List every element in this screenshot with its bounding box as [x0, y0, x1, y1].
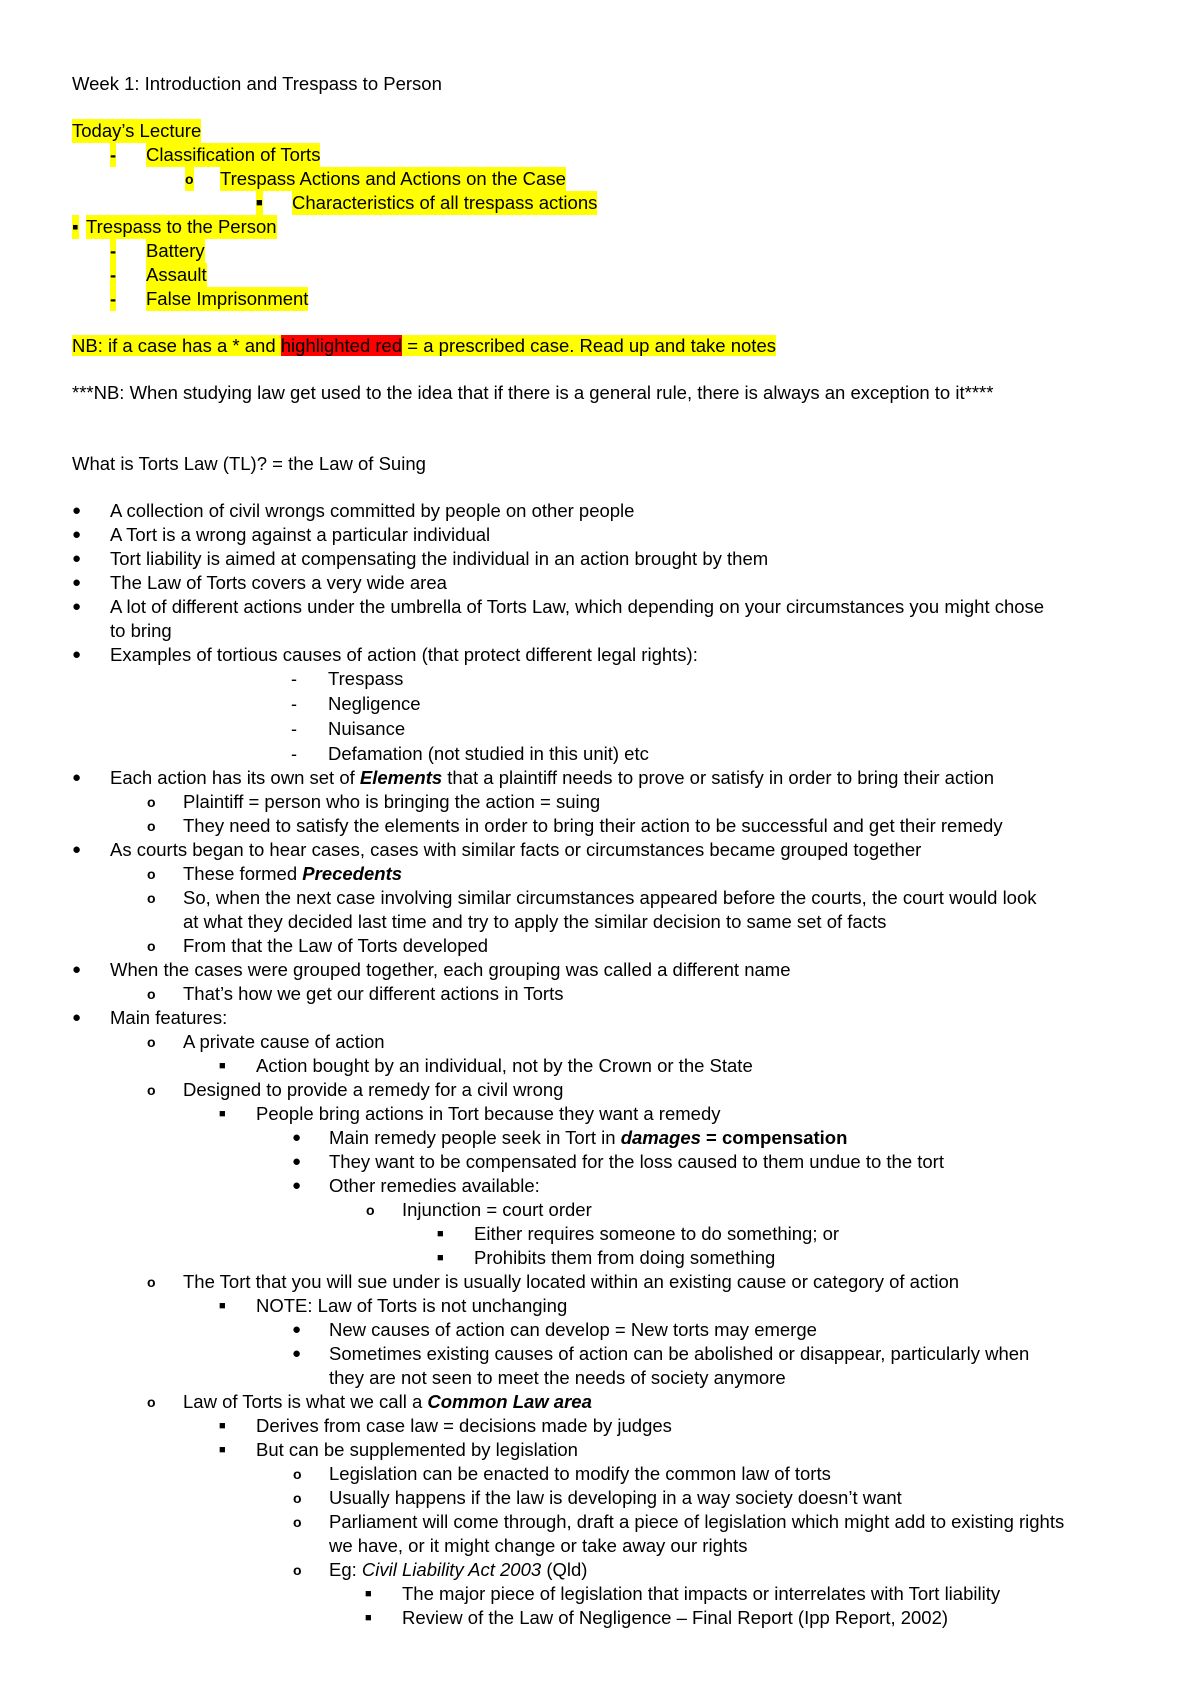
- bullet-circle: o: [147, 1394, 156, 1410]
- bullet-circle: o: [147, 794, 156, 810]
- list-item: o These formed Precedents: [147, 863, 403, 884]
- list-item: ● When the cases were grouped together, each grouping was called a different name: [72, 959, 791, 980]
- list-item: o Designed to provide a remedy for a civil wrong: [147, 1079, 564, 1100]
- list-item-continuation: they are not seen to meet the needs of society anymore: [329, 1367, 786, 1388]
- bullet-dot: ●: [72, 646, 82, 663]
- bullet-square: ■: [437, 1252, 444, 1264]
- list-item: ● A collection of civil wrongs committed by people on other people: [72, 500, 635, 521]
- bullet-dash: -: [291, 744, 297, 764]
- list-item: o That’s how we get our different actions in Torts: [147, 983, 564, 1004]
- lecture-heading: Today’s Lecture: [72, 120, 202, 141]
- bullet-circle: o: [147, 1274, 156, 1290]
- list-item: ■ Derives from case law = decisions made by judges: [219, 1415, 672, 1436]
- bullet-dot: ●: [292, 1321, 302, 1338]
- list-item: - Nuisance: [291, 718, 406, 739]
- nb-prescribed-note: NB: if a case has a * and highlighted red = a prescribed case. Read up and take notes: [72, 335, 776, 356]
- list-item: ● Each action has its own set of Elements that a plaintiff needs to prove or satisfy in order to bring their action: [72, 767, 995, 788]
- lecture-item: - Battery: [110, 240, 205, 261]
- lecture-item: - Classification of Torts: [110, 144, 321, 165]
- list-item: ● The Law of Torts covers a very wide area: [72, 572, 447, 593]
- bullet-dash: -: [291, 719, 297, 739]
- list-item: - Defamation (not studied in this unit) etc: [291, 743, 649, 764]
- list-item: o Eg: Civil Liability Act 2003 (Qld): [293, 1559, 588, 1580]
- bullet-dot: ●: [72, 769, 82, 786]
- list-item: - Trespass: [291, 668, 404, 689]
- list-item: o A private cause of action: [147, 1031, 385, 1052]
- dash-bullet: -: [110, 288, 117, 309]
- list-item: o Usually happens if the law is developing in a way society doesn’t want: [293, 1487, 902, 1508]
- bullet-dot: ●: [292, 1345, 302, 1362]
- list-item: ● Sometimes existing causes of action can be abolished or disappear, particularly when: [292, 1343, 1030, 1364]
- list-item: ■ Review of the Law of Negligence – Final Report (Ipp Report, 2002): [365, 1607, 949, 1628]
- bullet-dot: ●: [72, 598, 82, 615]
- list-item-continuation: to bring: [110, 620, 172, 641]
- small-square-bullet: ▪: [72, 216, 79, 237]
- list-item: o Plaintiff = person who is bringing the action = suing: [147, 791, 601, 812]
- bullet-dot: ●: [292, 1153, 302, 1170]
- list-item: ■ But can be supplemented by legislation: [219, 1439, 578, 1460]
- list-item: ● A lot of different actions under the umbrella of Torts Law, which depending on your circumstances you might chose: [72, 596, 1045, 617]
- list-item: ● Main features:: [72, 1007, 228, 1028]
- bullet-circle: o: [293, 1490, 302, 1506]
- lecture-item: - Assault: [110, 264, 207, 285]
- dash-bullet: -: [110, 144, 117, 165]
- bullet-circle: o: [147, 1082, 156, 1098]
- bullet-circle: o: [293, 1562, 302, 1578]
- list-item: ● As courts began to hear cases, cases with similar facts or circumstances became grouped together: [72, 839, 922, 860]
- list-item: o Parliament will come through, draft a piece of legislation which might add to existing rights: [293, 1511, 1065, 1532]
- lecture-item: ▪ Trespass to the Person: [72, 216, 277, 237]
- lecture-heading-line: [0, 119, 1200, 143]
- list-item: o From that the Law of Torts developed: [147, 935, 489, 956]
- bullet-square: ■: [219, 1444, 226, 1456]
- list-item-continuation: we have, or it might change or take away our rights: [329, 1535, 748, 1556]
- list-item: ● Other remedies available:: [292, 1175, 540, 1196]
- bullet-dot: ●: [72, 526, 82, 543]
- list-item: ● They want to be compensated for the loss caused to them undue to the tort: [292, 1151, 944, 1172]
- bullet-dot: ●: [72, 550, 82, 567]
- list-item: o So, when the next case involving similar circumstances appeared before the courts, the court would look: [147, 887, 1037, 908]
- list-item: ● Examples of tortious causes of action (that protect different legal rights):: [72, 644, 698, 665]
- bullet-dot: ●: [72, 961, 82, 978]
- list-item: ■ Action bought by an individual, not by the Crown or the State: [219, 1055, 753, 1076]
- lecture-item: - False Imprisonment: [110, 288, 309, 309]
- page-title: Week 1: Introduction and Trespass to Person: [72, 73, 442, 94]
- bullet-circle: o: [293, 1466, 302, 1482]
- list-item: o Law of Torts is what we call a Common Law area: [147, 1391, 592, 1412]
- bullet-dot: ●: [72, 574, 82, 591]
- list-item: ● A Tort is a wrong against a particular individual: [72, 524, 491, 545]
- bullet-square: ■: [365, 1612, 372, 1624]
- list-item: o The Tort that you will sue under is usually located within an existing cause or category of action: [147, 1271, 960, 1292]
- bullet-circle: o: [147, 986, 156, 1002]
- bullet-circle: o: [147, 890, 156, 906]
- bullet-square: ■: [219, 1060, 226, 1072]
- nb-exception-note: ***NB: When studying law get used to the idea that if there is a general rule, there is always an exception to it****: [72, 382, 994, 403]
- bullet-square: ■: [219, 1420, 226, 1432]
- list-item-continuation: at what they decided last time and try to apply the similar decision to same set of facts: [183, 911, 887, 932]
- bullet-dot: ●: [72, 1009, 82, 1026]
- bullet-dot: ●: [72, 841, 82, 858]
- bullet-circle: o: [147, 866, 156, 882]
- red-highlight: highlighted red: [280, 335, 403, 356]
- bullet-circle: o: [293, 1514, 302, 1530]
- list-item: ■ Prohibits them from doing something: [437, 1247, 776, 1268]
- dash-bullet: -: [110, 240, 117, 261]
- bullet-square: ■: [365, 1588, 372, 1600]
- list-item: - Negligence: [291, 693, 421, 714]
- list-item: ■ People bring actions in Tort because they want a remedy: [219, 1103, 721, 1124]
- bullet-square: ■: [219, 1108, 226, 1120]
- list-item: ■ The major piece of legislation that impacts or interrelates with Tort liability: [365, 1583, 1001, 1604]
- square-bullet: ■: [256, 191, 263, 215]
- list-item: ● Main remedy people seek in Tort in damages = compensation: [292, 1127, 848, 1148]
- bullet-dash: -: [291, 694, 297, 714]
- list-item: ● Tort liability is aimed at compensating the individual in an action brought by them: [72, 548, 769, 569]
- bullet-dot: ●: [72, 502, 82, 519]
- lecture-item: o Trespass Actions and Actions on the Case: [185, 168, 566, 189]
- list-item: ■ NOTE: Law of Torts is not unchanging: [219, 1295, 568, 1316]
- list-item: o Legislation can be enacted to modify the common law of torts: [293, 1463, 831, 1484]
- bullet-square: ■: [437, 1228, 444, 1240]
- bullet-dash: -: [291, 669, 297, 689]
- bullet-dot: ●: [292, 1177, 302, 1194]
- bullet-square: ■: [219, 1300, 226, 1312]
- list-item: ■ Either requires someone to do something; or: [437, 1223, 840, 1244]
- lecture-item: ■ Characteristics of all trespass actions: [256, 192, 598, 213]
- list-item: o Injunction = court order: [366, 1199, 592, 1220]
- bullet-dot: ●: [292, 1129, 302, 1146]
- list-item: o They need to satisfy the elements in order to bring their action to be successful and get their remedy: [147, 815, 1003, 836]
- section-heading: What is Torts Law (TL)? = the Law of Suing: [72, 453, 426, 474]
- dash-bullet: -: [110, 264, 117, 285]
- bullet-circle: o: [147, 1034, 156, 1050]
- circle-bullet: o: [185, 167, 194, 191]
- list-item: ● New causes of action can develop = New torts may emerge: [292, 1319, 817, 1340]
- bullet-circle: o: [147, 938, 156, 954]
- bullet-circle: o: [366, 1202, 375, 1218]
- bullet-circle: o: [147, 818, 156, 834]
